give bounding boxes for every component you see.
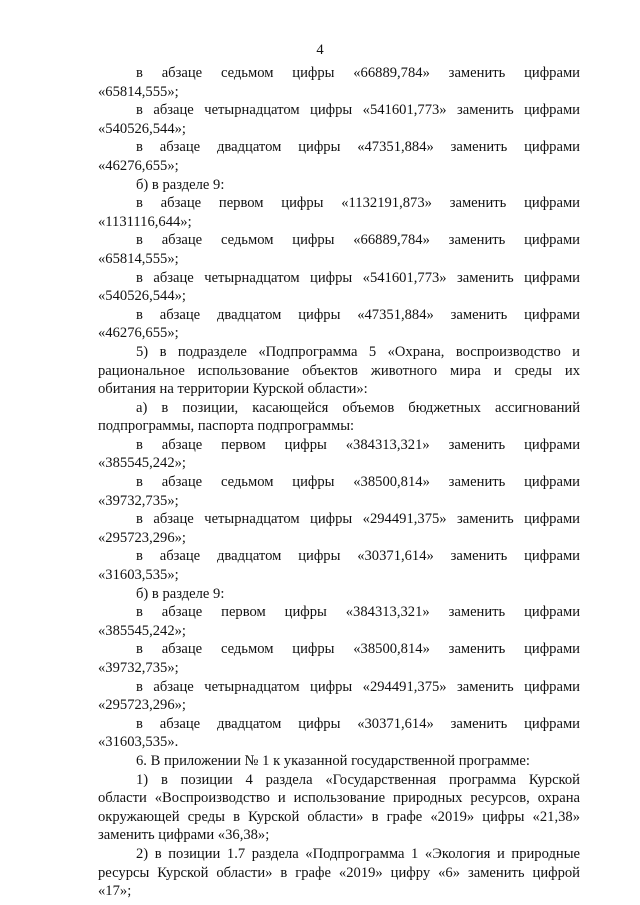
text-line: 5) в подразделе «Подпрограмма 5 «Охрана, воспроизводство и — [136, 343, 580, 360]
text-line: в абзаце первом цифры «1132191,873» заменить цифрами — [136, 195, 580, 212]
text-line: «540526,544»; — [98, 120, 186, 137]
document-body — [98, 64, 580, 901]
text-line: в абзаце седьмом цифры «38500,814» заменить цифрами — [136, 474, 580, 491]
text-line: б) в разделе 9: — [136, 585, 225, 602]
text-line: в абзаце четырнадцатом цифры «294491,375» заменить цифрами — [136, 511, 580, 528]
text-line: в абзаце четырнадцатом цифры «294491,375» заменить цифрами — [136, 678, 580, 695]
text-line: 1) в позиции 4 раздела «Государственная программа Курской — [136, 771, 580, 788]
text-line: рациональное использование объектов животного мира и среды их — [98, 362, 580, 379]
text-line: «17»; — [98, 883, 132, 900]
text-line: обитания на территории Курской области»: — [98, 381, 368, 398]
text-line: в абзаце двадцатом цифры «30371,614» заменить цифрами — [136, 715, 580, 732]
text-line: в абзаце седьмом цифры «66889,784» заменить цифрами — [136, 232, 580, 249]
text-line: подпрограммы, паспорта подпрограммы: — [98, 418, 355, 435]
text-line: «46276,655»; — [98, 157, 179, 174]
text-line: «385545,242»; — [98, 455, 186, 472]
text-line: «65814,555»; — [98, 83, 179, 100]
text-line: б) в разделе 9: — [136, 176, 225, 193]
text-line: «65814,555»; — [98, 250, 179, 267]
text-line: в абзаце двадцатом цифры «30371,614» заменить цифрами — [136, 548, 580, 565]
text-line: в абзаце четырнадцатом цифры «541601,773» заменить цифрами — [136, 269, 580, 286]
text-line: «385545,242»; — [98, 622, 186, 639]
text-line: «295723,296»; — [98, 529, 186, 546]
text-line: в абзаце седьмом цифры «38500,814» заменить цифрами — [136, 641, 580, 658]
text-line: 2) в позиции 1.7 раздела «Подпрограмма 1 «Экология и природные — [136, 845, 580, 862]
text-line: заменить цифрами «36,38»; — [98, 827, 270, 844]
text-line: окружающей среды в Курской области» в графе «2019» цифры «21,38» — [98, 808, 580, 825]
text-line: в абзаце первом цифры «384313,321» заменить цифрами — [136, 604, 580, 621]
text-line: в абзаце двадцатом цифры «47351,884» заменить цифрами — [136, 139, 580, 156]
text-line: в абзаце первом цифры «384313,321» заменить цифрами — [136, 436, 580, 453]
text-line: 6. В приложении № 1 к указанной государственной программе: — [136, 752, 530, 769]
text-line: «540526,544»; — [98, 288, 186, 305]
text-line: области «Воспроизводство и использование природных ресурсов, охрана — [98, 790, 580, 807]
text-line: «31603,535». — [98, 734, 179, 751]
text-line: в абзаце четырнадцатом цифры «541601,773» заменить цифрами — [136, 102, 580, 119]
text-line: а) в позиции, касающейся объемов бюджетных ассигнований — [136, 399, 580, 416]
page-number: 4 — [316, 42, 324, 58]
text-line: «46276,655»; — [98, 325, 179, 342]
text-line: в абзаце двадцатом цифры «47351,884» заменить цифрами — [136, 306, 580, 323]
text-line: «39732,735»; — [98, 492, 179, 509]
text-line: «295723,296»; — [98, 697, 186, 714]
text-line: «39732,735»; — [98, 660, 179, 676]
text-line: «31603,535»; — [98, 567, 179, 584]
text-line: ресурсы Курской области» в графе «2019» цифру «6» заменить цифрой — [98, 864, 580, 881]
text-line: в абзаце седьмом цифры «66889,784» заменить цифрами — [136, 65, 580, 81]
text-line: «1131116,644»; — [98, 213, 192, 230]
